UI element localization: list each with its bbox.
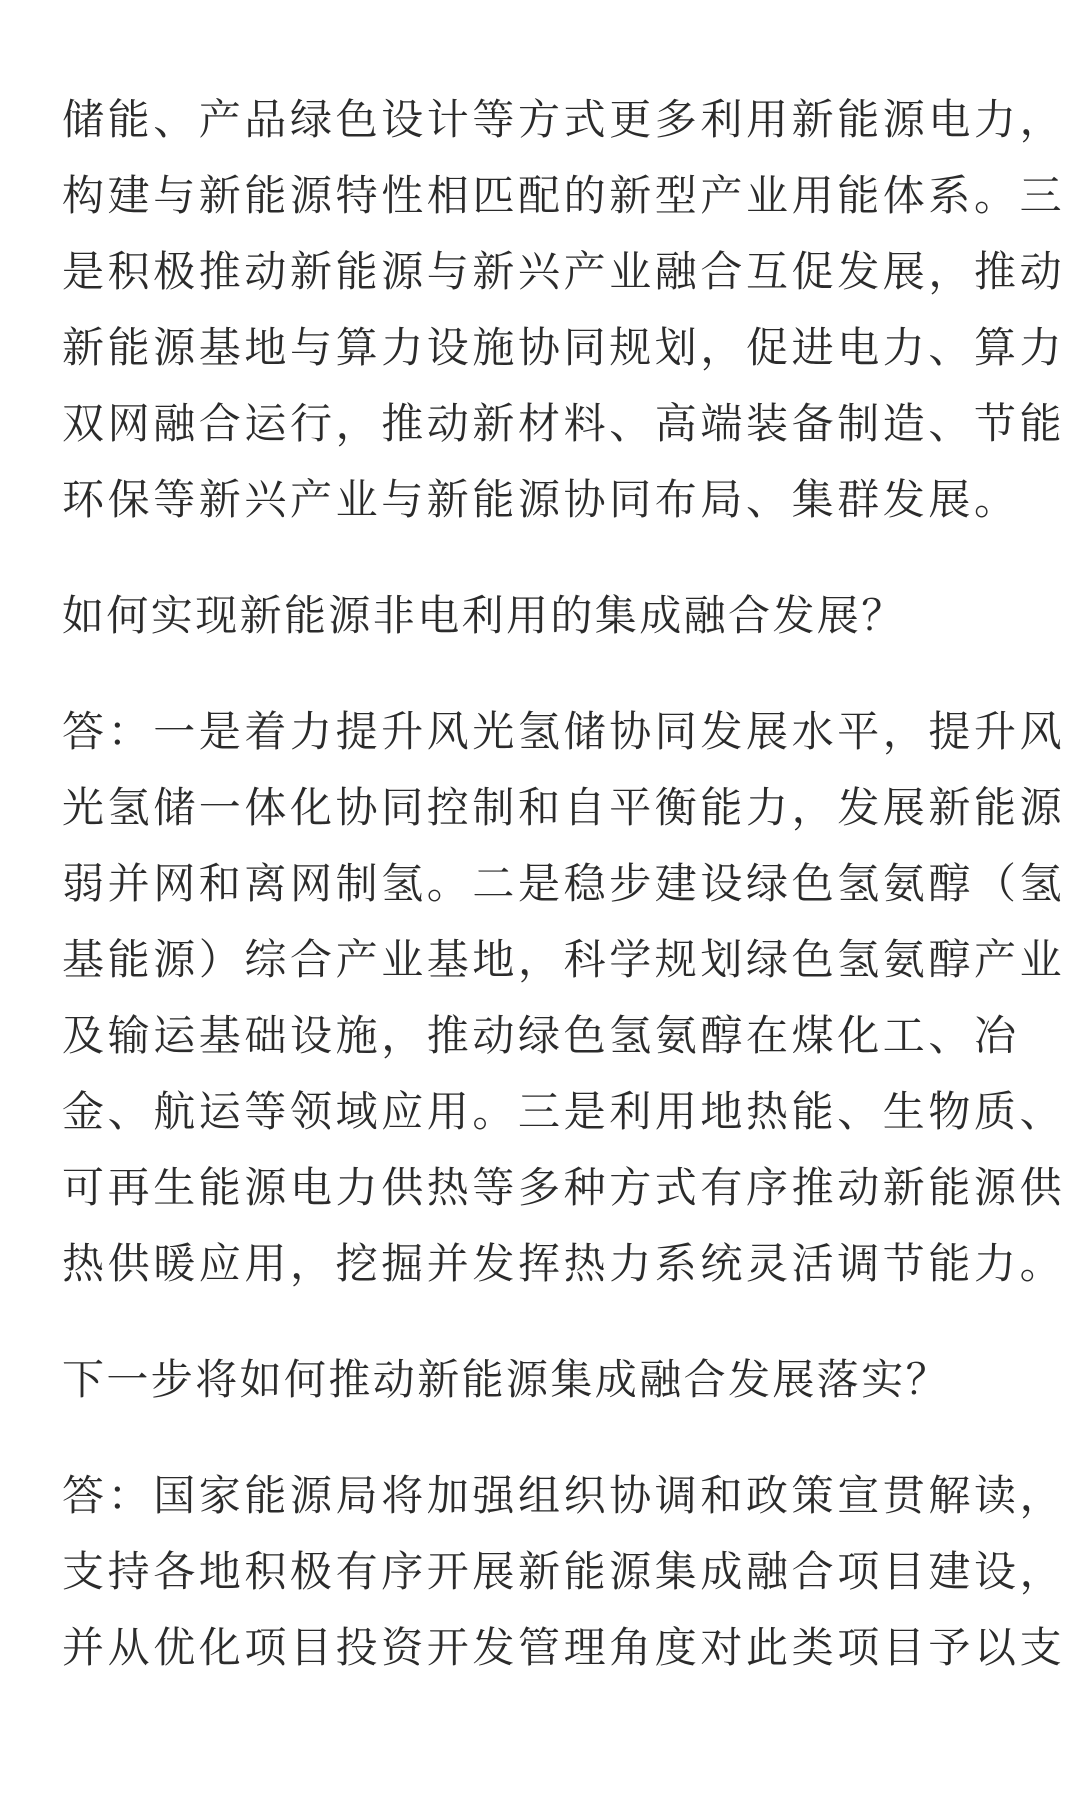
question-heading-2 (62, 1342, 1022, 1418)
text-line: 双网融合运行，推动新材料、高端装备制造、节能 (62, 399, 1066, 448)
question-heading-1 (62, 578, 1022, 654)
text-line: 新能源基地与算力设施协同规划，促进电力、算力 (62, 323, 1066, 372)
text-line: 环保等新兴产业与新能源协同布局、集群发展。 (62, 475, 1020, 524)
text-line: 答：国家能源局将加强组织协调和政策宣贯解读， (62, 1471, 1066, 1520)
answer-paragraph-2 (62, 1458, 1066, 1686)
text-line: 热供暖应用，挖掘并发挥热力系统灵活调节能力。 (62, 1239, 1066, 1288)
text-line: 答：一是着力提升风光氢储协同发展水平，提升风 (62, 707, 1066, 756)
text-line: 是积极推动新能源与新兴产业融合互促发展，推动 (62, 247, 1066, 296)
text-line: 储能、产品绿色设计等方式更多利用新能源电力， (62, 95, 1066, 144)
text-line: 金、航运等领域应用。三是利用地热能、生物质、 (62, 1087, 1066, 1136)
text-line: 弱并网和离网制氢。二是稳步建设绿色氢氨醇（氢 (62, 859, 1066, 908)
question-text: 下一步将如何推动新能源集成融合发展落实？ (62, 1355, 951, 1404)
article-body (62, 82, 1066, 1726)
text-line: 构建与新能源特性相匹配的新型产业用能体系。三 (62, 171, 1066, 220)
text-line: 及输运基础设施，推动绿色氢氨醇在煤化工、冶 (62, 1011, 1020, 1060)
text-line: 支持各地积极有序开展新能源集成融合项目建设， (62, 1547, 1066, 1596)
paragraph-body-1 (62, 82, 1066, 538)
text-line: 基能源）综合产业基地，科学规划绿色氢氨醇产业 (62, 935, 1066, 984)
text-line: 并从优化项目投资开发管理角度对此类项目予以支 (62, 1623, 1066, 1672)
text-line: 光氢储一体化协同控制和自平衡能力，发展新能源 (62, 783, 1066, 832)
text-line: 可再生能源电力供热等多种方式有序推动新能源供 (62, 1163, 1066, 1212)
question-text: 如何实现新能源非电利用的集成融合发展？ (62, 591, 906, 640)
answer-paragraph-1 (62, 694, 1066, 1302)
